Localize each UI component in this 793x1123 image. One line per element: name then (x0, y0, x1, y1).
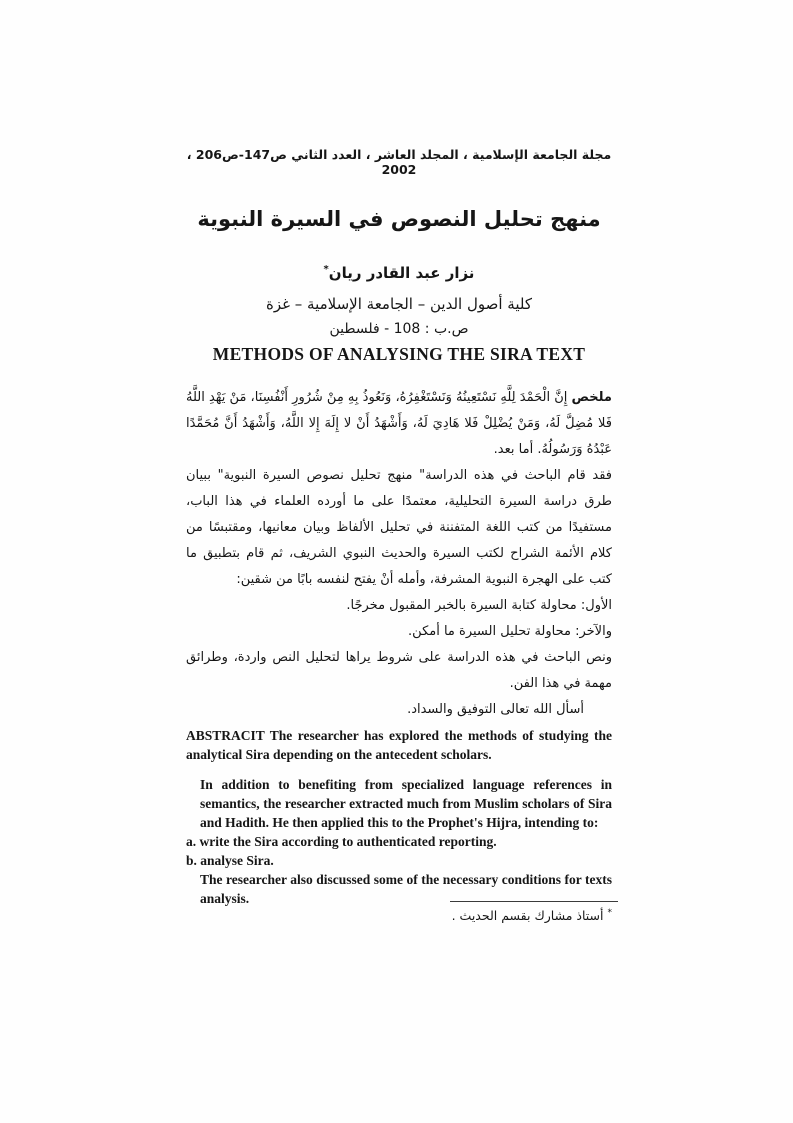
paper-title-arabic: منهج تحليل النصوص في السيرة النبوية (197, 207, 601, 231)
abstract-en-paragraph-1 (186, 726, 612, 764)
abstract-en-list-item-a: a. write the Sira according to authenticated reporting. (186, 834, 497, 849)
paper-title-english: METHODS OF ANALYSING THE SIRA TEXT (212, 344, 586, 364)
abstract-ar-paragraph-3: الأول: محاولة كتابة السيرة بالخبر المقبول مخرجًا. (346, 598, 612, 613)
author-line (186, 264, 612, 282)
abstract-ar-paragraph-2: فقد قام الباحث في هذه الدراسة" منهج تحليل نصوص السيرة النبوية" ببيان طرق دراسة السيرة التحليلية، معتمدًا على ما أورده العلماء في هذا الباب، مستفيدًا من كتب اللغة المتفننة في تحليل الألفاظ وبيان معانيها، ومقتبسًا من كلام الأئمة الشراح لكتب السيرة والحديث النبوي الشريف، ثم قام بتطبيق ما كتب على الهجرة النبوية المشرفة، وأمله أنْ يفتح لنفسه بابًا من شقين: (186, 468, 612, 587)
po-box-line: ص.ب : 108 - فلسطين (329, 321, 469, 337)
abstract-ar-paragraph-1-text: إِنَّ الْحَمْدَ لِلَّهِ نَسْتَعِينُهُ وَنَسْتَغْفِرُهُ، وَنَعُوذُ بِهِ مِنْ شُرُورِ أَنْفُسِنَا، مَنْ يَهْدِ اللَّهُ فَلا مُضِلَّ لَهُ، وَمَنْ يُضْلِلْ فَلا هَادِيَ لَهُ، وَأَشْهَدُ أَنْ لا إِلَهَ إِلا اللَّهُ، وَأَشْهَدُ أَنَّ مُحَمَّدًا عَبْدُهُ وَرَسُولُهُ. أما بعد. (186, 390, 612, 457)
journal-header: مجلة الجامعة الإسلامية ، المجلد العاشر ، العدد الثاني ص147-ص206 ، 2002 (186, 147, 612, 177)
abstract-en-lead-word: ABSTRACIT (186, 728, 265, 743)
abstract-ar-closing-dua: أسأل الله تعالى التوفيق والسداد. (407, 702, 584, 717)
abstract-ar-paragraph-5: ونص الباحث في هذه الدراسة على شروط يراها لتحليل النص واردة، وطرائق مهمة في هذا الفن. (186, 650, 612, 691)
abstract-arabic (186, 385, 612, 723)
abstract-ar-paragraph-4: والآخر: محاولة تحليل السيرة ما أمكن. (408, 624, 612, 639)
footnote-text: أستاذ مشارك بقسم الحديث . (451, 908, 604, 924)
paper-content (186, 147, 612, 908)
abstract-ar-lead-word: ملخص (571, 390, 612, 405)
abstract-en-list-item-b: b. analyse Sira. (186, 853, 274, 868)
author-name: نزار عبد القادر ريان (328, 264, 475, 282)
abstract-ar-paragraph-1 (186, 385, 612, 463)
author-footnote-marker: * (323, 264, 329, 275)
footnote (186, 908, 612, 923)
abstract-en-paragraph-1-text: The researcher has explored the methods of studying the analytical Sira depending on the antecedent scholars. (186, 728, 612, 762)
author-affiliation: كلية أصول الدين – الجامعة الإسلامية – غزة (266, 295, 532, 313)
footnote-marker: * (607, 908, 612, 918)
abstract-en-paragraph-2: In addition to benefiting from specialized language references in semantics, the researcher extracted much from Muslim scholars of Sira and Hadith. He then applied this to the Prophet's Hijra, intending to: (200, 777, 612, 830)
abstract-english (186, 726, 612, 908)
footnote-separator-rule (450, 901, 618, 902)
abstract-en-paragraph-3: The researcher also discussed some of the necessary conditions for texts analysis. (200, 872, 612, 906)
